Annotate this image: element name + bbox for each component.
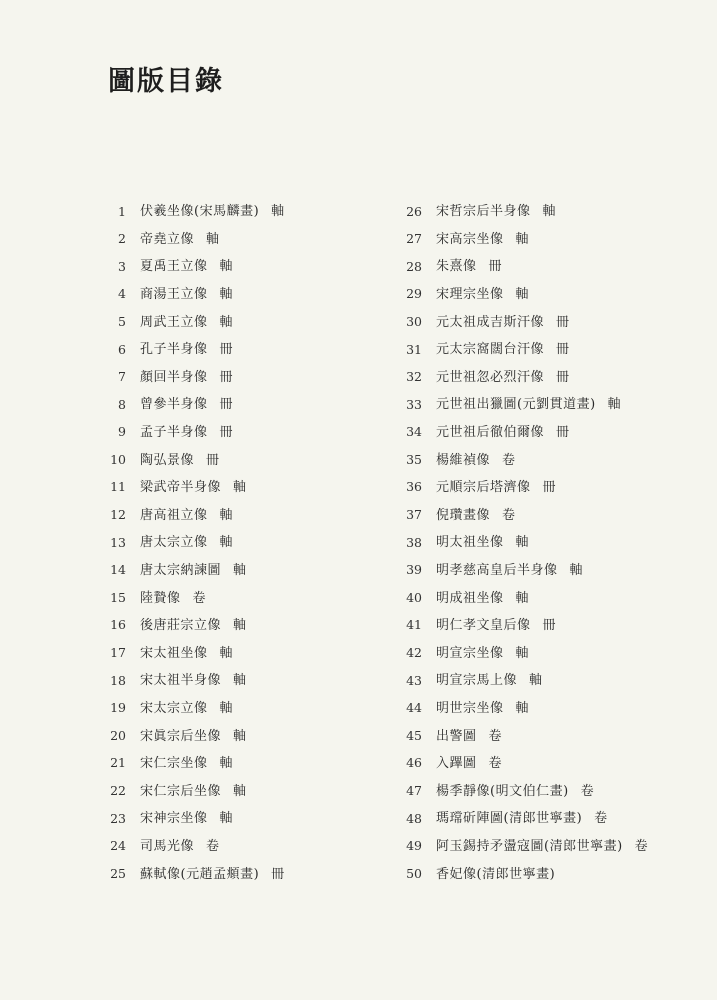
plate-format: 卷 (634, 838, 648, 854)
plate-format: 軸 (219, 259, 233, 275)
plate-number: 17 (110, 645, 126, 661)
plate-title: 宋太祖半身像 (140, 673, 222, 689)
plate-format: 冊 (556, 369, 570, 385)
plate-format: 軸 (219, 756, 233, 772)
contents-entry (96, 391, 396, 419)
plate-title: 宋眞宗后坐像 (140, 728, 222, 744)
contents-entry (96, 722, 396, 750)
plate-number: 49 (406, 838, 422, 854)
plate-number: 19 (110, 700, 126, 716)
plate-format: 軸 (219, 811, 233, 827)
plate-format: 冊 (542, 480, 556, 496)
contents-entry (392, 640, 712, 668)
plate-number: 34 (406, 424, 422, 440)
contents-entry (392, 474, 712, 502)
contents-entry (392, 695, 712, 723)
plate-number: 26 (406, 203, 422, 219)
plate-number: 39 (406, 562, 422, 578)
plate-title: 宋太祖坐像 (140, 645, 208, 661)
contents-entry (96, 777, 396, 805)
plate-number: 29 (406, 286, 422, 302)
plate-number: 36 (406, 479, 422, 495)
contents-entry (392, 612, 712, 640)
contents-entry (392, 860, 712, 888)
plate-title: 周武王立像 (140, 314, 208, 330)
contents-entry (96, 281, 396, 309)
plate-title: 明世宗坐像 (436, 700, 504, 716)
contents-entry (96, 833, 396, 861)
plate-format: 軸 (271, 204, 285, 220)
plate-number: 35 (406, 451, 422, 467)
contents-entry (392, 750, 712, 778)
plate-title: 帝堯立像 (140, 231, 195, 247)
plate-title: 阿玉錫持矛盪寇圖(清郎世寧畫) (436, 838, 623, 854)
plate-format: 卷 (594, 811, 608, 827)
plate-format: 冊 (219, 397, 233, 413)
plate-format: 卷 (206, 838, 220, 854)
plate-title: 宋哲宗后半身像 (436, 204, 531, 220)
plate-format: 軸 (233, 618, 247, 634)
plate-title: 夏禹王立像 (140, 259, 208, 275)
plate-format: 冊 (271, 866, 285, 882)
plate-format: 軸 (233, 480, 247, 496)
plate-title: 楊維禎像 (436, 452, 491, 468)
plate-format: 軸 (515, 645, 529, 661)
plate-number: 14 (110, 562, 126, 578)
plate-title: 曾參半身像 (140, 397, 208, 413)
contents-entry (392, 446, 712, 474)
plate-number: 40 (406, 589, 422, 605)
plate-number: 23 (110, 810, 126, 826)
plate-format: 軸 (233, 783, 247, 799)
contents-entry (392, 777, 712, 805)
plate-format: 軸 (219, 287, 233, 303)
plate-number: 16 (110, 617, 126, 633)
plate-format: 軸 (607, 397, 621, 413)
plate-number: 11 (110, 479, 126, 495)
contents-entry (392, 667, 712, 695)
plate-format: 軸 (529, 673, 543, 689)
plate-number: 44 (406, 700, 422, 716)
plate-format: 冊 (206, 452, 220, 468)
plate-title: 商湯王立像 (140, 287, 208, 303)
contents-entry (96, 557, 396, 585)
plate-number: 4 (118, 286, 126, 302)
plate-title: 元太祖成吉斯汗像 (436, 314, 545, 330)
plate-number: 48 (406, 810, 422, 826)
plate-title: 孔子半身像 (140, 342, 208, 358)
plate-number: 32 (406, 369, 422, 385)
plate-format: 軸 (515, 231, 529, 247)
plate-format: 冊 (219, 342, 233, 358)
plate-format: 軸 (515, 590, 529, 606)
contents-entry (96, 584, 396, 612)
plate-number: 46 (406, 755, 422, 771)
contents-entry (96, 805, 396, 833)
plate-title: 宋仁宗后坐像 (140, 783, 222, 799)
plate-number: 30 (406, 313, 422, 329)
plate-title: 元太宗窩闊台汗像 (436, 342, 545, 358)
contents-entry (96, 640, 396, 668)
contents-entry (392, 391, 712, 419)
contents-entry (392, 253, 712, 281)
contents-column-left (96, 198, 396, 888)
plate-format: 卷 (192, 590, 206, 606)
contents-entry (96, 419, 396, 447)
plate-title: 明仁孝文皇后像 (436, 618, 531, 634)
plate-title: 司馬光像 (140, 838, 195, 854)
page-title: 圖版目錄 (108, 66, 224, 97)
plate-format: 軸 (219, 535, 233, 551)
plate-title: 元世祖后徹伯爾像 (436, 425, 545, 441)
plate-title: 元世祖出獵圖(元劉貫道畫) (436, 397, 596, 413)
contents-entry (96, 226, 396, 254)
plate-format: 軸 (233, 673, 247, 689)
plate-number: 5 (118, 313, 126, 329)
plate-number: 20 (110, 727, 126, 743)
plate-format: 卷 (502, 507, 516, 523)
plate-number: 10 (110, 451, 126, 467)
contents-entry (96, 336, 396, 364)
plate-number: 15 (110, 589, 126, 605)
plate-format: 冊 (556, 342, 570, 358)
plate-number: 41 (406, 617, 422, 633)
contents-entry (392, 529, 712, 557)
plate-title: 後唐莊宗立像 (140, 618, 222, 634)
contents-entry (392, 584, 712, 612)
plate-title: 宋理宗坐像 (436, 287, 504, 303)
plate-number: 47 (406, 783, 422, 799)
plate-format: 冊 (542, 618, 556, 634)
contents-entry (392, 419, 712, 447)
plate-number: 22 (110, 783, 126, 799)
plate-title: 楊季靜像(明文伯仁畫) (436, 783, 569, 799)
plate-number: 25 (110, 865, 126, 881)
contents-entry (96, 446, 396, 474)
plate-format: 卷 (488, 756, 502, 772)
plate-title: 明宣宗馬上像 (436, 673, 518, 689)
contents-entry (392, 308, 712, 336)
plate-number: 37 (406, 507, 422, 523)
plate-title: 宋神宗坐像 (140, 811, 208, 827)
plate-format: 軸 (219, 507, 233, 523)
contents-entry (392, 364, 712, 392)
plate-format: 冊 (219, 369, 233, 385)
plate-number: 28 (406, 258, 422, 274)
plate-title: 梁武帝半身像 (140, 480, 222, 496)
plate-title: 唐太宗納諫圖 (140, 563, 222, 579)
plate-title: 陶弘景像 (140, 452, 195, 468)
plate-number: 38 (406, 534, 422, 550)
plate-title: 唐高祖立像 (140, 507, 208, 523)
contents-entry (96, 308, 396, 336)
plate-number: 9 (118, 424, 126, 440)
plate-number: 43 (406, 672, 422, 688)
plate-format: 軸 (219, 700, 233, 716)
plate-format: 軸 (219, 645, 233, 661)
plate-format: 軸 (542, 204, 556, 220)
plate-title: 宋高宗坐像 (436, 231, 504, 247)
plate-number: 42 (406, 645, 422, 661)
plate-format: 軸 (206, 231, 220, 247)
plate-title: 明孝慈高皇后半身像 (436, 563, 558, 579)
contents-entry (392, 226, 712, 254)
plate-format: 軸 (233, 563, 247, 579)
plate-title: 明成祖坐像 (436, 590, 504, 606)
plate-title: 朱熹像 (436, 259, 477, 275)
plate-title: 明宣宗坐像 (436, 645, 504, 661)
plate-title: 元世祖忽必烈汗像 (436, 369, 545, 385)
plate-title: 入蹕圖 (436, 756, 477, 772)
plate-title: 出警圖 (436, 728, 477, 744)
plate-format: 冊 (556, 314, 570, 330)
contents-entry (96, 502, 396, 530)
contents-entry (96, 667, 396, 695)
plate-format: 冊 (219, 425, 233, 441)
contents-entry (392, 833, 712, 861)
plate-number: 27 (406, 231, 422, 247)
plate-format: 軸 (515, 535, 529, 551)
plate-format: 卷 (580, 783, 594, 799)
plate-number: 24 (110, 838, 126, 854)
contents-entry (392, 502, 712, 530)
plate-title: 香妃像(清郎世寧畫) (436, 866, 556, 882)
plate-number: 21 (110, 755, 126, 771)
plate-number: 3 (118, 258, 126, 274)
contents-entry (96, 253, 396, 281)
contents-entry (392, 336, 712, 364)
plate-title: 宋太宗立像 (140, 700, 208, 716)
plate-format: 卷 (502, 452, 516, 468)
contents-entry (96, 364, 396, 392)
plate-title: 宋仁宗坐像 (140, 756, 208, 772)
plate-title: 蘇軾像(元趙孟頫畫) (140, 866, 260, 882)
plate-title: 明太祖坐像 (436, 535, 504, 551)
plate-title: 唐太宗立像 (140, 535, 208, 551)
contents-entry (96, 474, 396, 502)
plate-number: 18 (110, 672, 126, 688)
plate-format: 軸 (219, 314, 233, 330)
plate-number: 1 (118, 203, 126, 219)
contents-entry (96, 612, 396, 640)
contents-entry (392, 281, 712, 309)
plate-format: 軸 (233, 728, 247, 744)
plate-title: 伏羲坐像(宋馬麟畫) (140, 204, 260, 220)
contents-entry (96, 750, 396, 778)
contents-column-right (392, 198, 712, 888)
plate-format: 軸 (515, 287, 529, 303)
contents-entry (392, 722, 712, 750)
plate-format: 冊 (488, 259, 502, 275)
plate-number: 31 (406, 341, 422, 357)
plate-number: 50 (406, 865, 422, 881)
plate-number: 6 (118, 341, 126, 357)
plate-title: 倪瓚畫像 (436, 507, 491, 523)
plate-title: 瑪瑺斫陣圖(清郎世寧畫) (436, 811, 583, 827)
contents-entry (96, 695, 396, 723)
plate-format: 冊 (556, 425, 570, 441)
plate-number: 2 (118, 231, 126, 247)
plate-format: 軸 (569, 563, 583, 579)
plate-format: 卷 (488, 728, 502, 744)
plate-format: 軸 (515, 700, 529, 716)
plate-number: 12 (110, 507, 126, 523)
contents-entry (392, 805, 712, 833)
contents-entry (392, 557, 712, 585)
plate-title: 孟子半身像 (140, 425, 208, 441)
contents-entry (96, 529, 396, 557)
plate-number: 13 (110, 534, 126, 550)
plate-title: 陸贄像 (140, 590, 181, 606)
contents-entry (96, 860, 396, 888)
plate-number: 45 (406, 727, 422, 743)
contents-entry (392, 198, 712, 226)
plate-number: 7 (118, 369, 126, 385)
plate-title: 顏回半身像 (140, 369, 208, 385)
plate-number: 8 (118, 396, 126, 412)
plate-number: 33 (406, 396, 422, 412)
contents-entry (96, 198, 396, 226)
plate-title: 元順宗后塔濟像 (436, 480, 531, 496)
